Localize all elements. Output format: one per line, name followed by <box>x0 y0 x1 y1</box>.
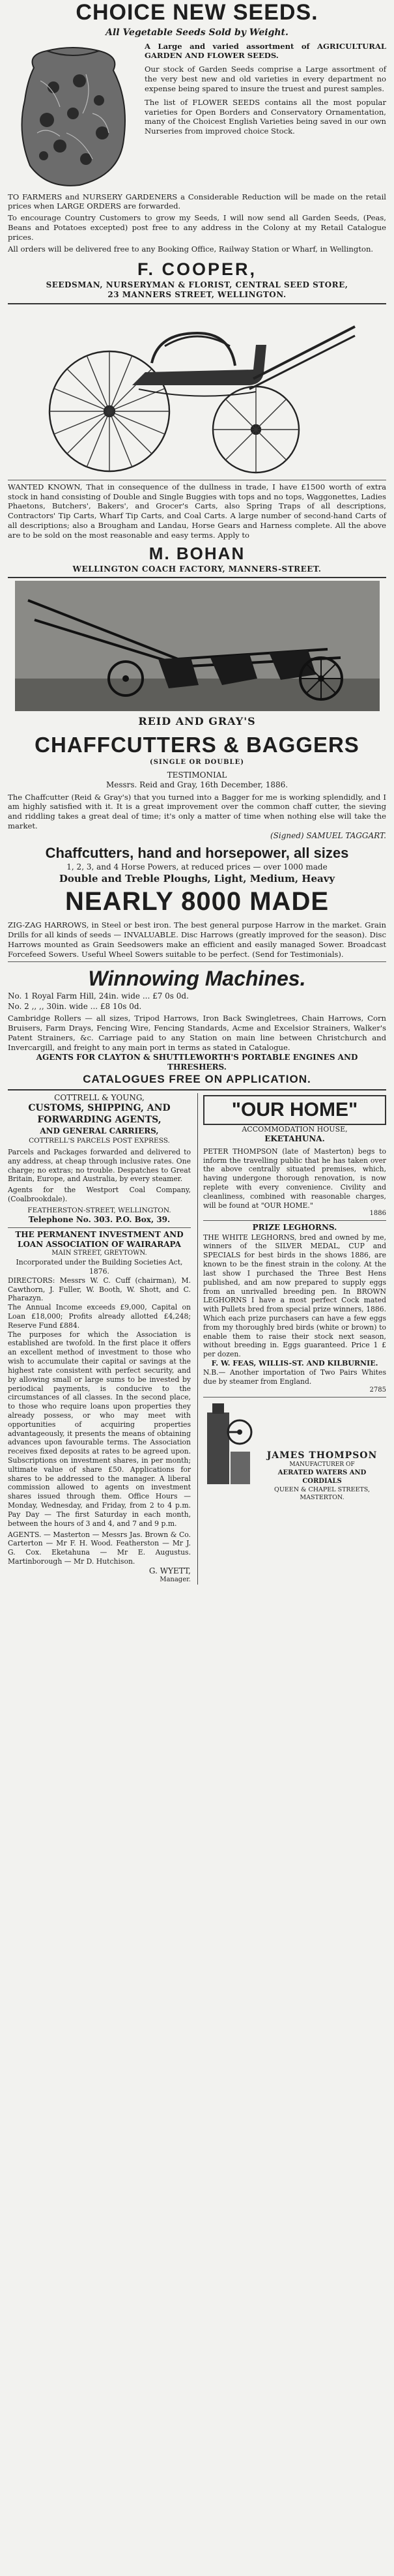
reid-winnow: Winnowing Machines. <box>88 966 306 990</box>
bohan-advert <box>8 307 386 575</box>
leghorns-note: N.B.— Another importation of Two Pairs Whites due by steamer from England. <box>203 1368 386 1386</box>
reid-catalogues: CATALOGUES FREE ON APPLICATION. <box>83 1073 311 1086</box>
cottrell-tel: Telephone No. 303. P.O. Box, 39. <box>28 1215 171 1225</box>
reid-testimonial: The Chaffcutter (Reid & Gray's) that you turned into a Bagger for me is working splendidly, and I am highly satisfied with it. It is a great improvement over the common chaff cutter, the sieving and riddling takes a great deal of time; it's only a matter of time when nothing else will take the market. <box>8 792 386 831</box>
seeds-headline: CHOICE NEW SEEDS. <box>76 0 318 25</box>
buggy-illustration <box>35 307 360 478</box>
ourhome-body: PETER THOMPSON (late of Masterton) begs to inform the travelling public that he has taken over the above centrally situated premises, which, having undergone thorough renovation, is now replete with every convenience. Civility and cleanliness, combined with reasonable charges, will be found at "OUR HOME." <box>203 1147 386 1210</box>
right-column <box>197 1093 386 1585</box>
cottrell-agents: Agents for the Westport Coal Company, (Coalbrookdale). <box>8 1186 191 1203</box>
ourhome-num: 1886 <box>369 1210 386 1218</box>
seeds-intro: A Large and varied assortment of AGRICULTURAL GARDEN AND FLOWER SEEDS. <box>145 41 386 61</box>
leghorns-body: THE WHITE LEGHORNS, bred and owned by me, winners of the SILVER MEDAL, CUP and SPECIALS for best birds in the shows 1886, are known to be the finest strain in the colony. At the last show I purchased the Three Best Hens published, and am now prepared to supply eggs from an unrivalled breeding pen. In BROWN LEGHORNS I have a most perfect Cock mated with Pullets bred from special prize winners, 1886. Which each prize purchasers can have a few eggs from my thoroughly bred birds (white or brown) to enable them to raise their stock next season, without breeding in. Eggs guaranteed. Price 1 £ per dozen. <box>203 1233 386 1359</box>
thompson-name: JAMES THOMPSON <box>266 1450 378 1461</box>
seeds-subline: All Vegetable Seeds Sold by Weight. <box>106 27 288 38</box>
divider <box>8 1089 386 1090</box>
divider <box>8 1227 191 1228</box>
seeds-para3: TO FARMERS and NURSERY GARDENERS a Considerable Reduction will be made on the retail prices when LARGE ORDERS are forwarded. <box>8 192 386 211</box>
leghorns-head: PRIZE LEGHORNS. <box>252 1223 337 1233</box>
seeds-merchant-address: 23 MANNERS STREET, WELLINGTON. <box>107 290 287 300</box>
reid-mill2: No. 2 ,, ,, 30in. wide ... £8 10s 0d. <box>8 1001 142 1011</box>
wairarapa-role: Manager. <box>160 1576 191 1584</box>
divider <box>203 1397 386 1398</box>
divider <box>8 577 386 578</box>
cottrell-title2: AND GENERAL CARRIERS, <box>40 1126 159 1136</box>
reid-gray-advert <box>8 581 386 1087</box>
seeds-para2: The list of FLOWER SEEDS contains all the most popular varieties for Open Borders and Conservatory Ornamentation, many of the Choicest English Varieties being saved in our own Nurseries from improved choice Stock. <box>145 97 386 136</box>
reid-horse-sub: 1, 2, 3, and 4 Horse Powers, at reduced prices — over 1000 made <box>66 862 328 872</box>
wairarapa-inc: Incorporated under the Building Societies Act, 1876. <box>16 1258 183 1276</box>
divider <box>203 1220 386 1221</box>
cottrell-title3: COTTRELL'S PARCELS POST EXPRESS. <box>29 1136 170 1145</box>
thompson-address: QUEEN & CHAPEL STREETS, MASTERTON. <box>274 1486 370 1501</box>
seed-sack-illustration <box>8 42 138 190</box>
reid-title: CHAFFCUTTERS & BAGGERS <box>35 732 359 757</box>
ourhome-title: "OUR HOME" <box>203 1095 386 1125</box>
seeds-para5: All orders will be delivered free to any Booking Office, Railway Station or Wharf, in Wellington. <box>8 244 374 254</box>
thompson-advert <box>203 1399 386 1502</box>
seeds-merchant-trade: SEEDSMAN, NURSERYMAN & FLORIST, CENTRAL SEED STORE, <box>46 280 348 290</box>
reid-testimonial-date: Messrs. Reid and Gray, 16th December, 1886. <box>106 780 288 790</box>
wairarapa-body: The purposes for which the Association is established are twofold. In the first place it offers an excellent method of investment to those who wish to accumulate their capital or savings at the highest rate consistent with perfect security, and by allowing small or large sums to be invested by periodical payments, is conducive to the circumstances of all classes. In the second place, to those who require loans upon properties they already possess, or who may meet with opportunities of acquiring properties advantageously, it presents the means of obtaining advances upon favourable terms. The Association receives fixed deposits at rates to be agreed upon. Subscriptions on investment shares, in per month; ultimate value of share £50. Applications for shares to be addressed to the manager. A liberal commission allowed to agents on investment shares issued through them. Office Hours — Monday, Wednesday, and Friday, from 2 to 4 p.m. Pay Day — The first Saturday in each month, between the hours of 3 and 4, and 7 and 9 p.m. <box>8 1330 191 1528</box>
divider <box>8 961 386 962</box>
reid-testimonial-head: TESTIMONIAL <box>167 770 227 780</box>
reid-firm: REID AND GRAY'S <box>138 715 256 728</box>
bohan-text: WANTED KNOWN, That in consequence of the dullness in trade, I have £1500 worth of extra stock in hand consisting of Double and Single Buggies with tops and no tops, Waggonettes, Ladies Phaetons, Butchers', Bakers', and Grocer's Carts, also Spring Traps of all descriptions, Contractors' Tip Carts, Wharf Tip Carts, and Coal Carts. A large number of second-hand Carts of all descriptions; also a Brougham and Landau, Horse Gears and Harness complete. All the above are to be sold on the most reasonable and easy terms. Apply to <box>8 482 386 540</box>
leghorns-num: 2785 <box>369 1386 386 1394</box>
ourhome-sub: ACCOMMODATION HOUSE, <box>242 1125 348 1134</box>
seeds-para4: To encourage Country Customers to grow my Seeds, I will now send all Garden Seeds, (Peas, Beans and Potatoes excepted) post free to any address in the Colony at my Retail Catalogue prices. <box>8 213 386 242</box>
wairarapa-directors: DIRECTORS: Messrs W. C. Cuff (chairman), M. Cawthorn, J. Fuller, W. Booth, W. Shott, and C. Pharazyn. <box>8 1276 191 1303</box>
reid-plough-head: Double and Treble Ploughs, Light, Medium, Heavy <box>59 872 335 885</box>
seeds-intro-column <box>145 42 386 190</box>
ourhome-place: EKETAHUNA. <box>264 1134 325 1144</box>
cottrell-body: Parcels and Packages forwarded and delivered to any address, at cheap through inclusive rates. One charge; no extras; no trouble. Despatches to Great Britain, Europe, and Australia, by every steamer. <box>8 1147 191 1184</box>
wairarapa-sub: MAIN STREET, GREYTOWN. <box>51 1250 147 1257</box>
plough-illustration <box>15 581 380 711</box>
reid-signed: (Signed) SAMUEL TAGGART. <box>270 830 386 840</box>
reid-agents: AGENTS FOR CLAYTON & SHUTTLEWORTH'S PORTABLE ENGINES AND THRESHERS. <box>36 1052 358 1072</box>
reid-harrows: ZIG-ZAG HARROWS, in Steel or best iron. The best general purpose Harrow in the market. Grain Drills for all kinds of seeds — INVALUABLE. Disc Harrows (greatly improved for the season). Disc Harrows mounted as Grain Seedsowers make an efficient and easily managed Sower. Broadcast Forcefeed Sowers. Useful Wheel Sowers suitable to be perfect. (Send for Testimonials). <box>8 920 386 959</box>
bohan-address: WELLINGTON COACH FACTORY, MANNERS-STREET. <box>72 564 322 574</box>
thompson-trade1: MANUFACTURER OF <box>289 1461 355 1469</box>
bohan-name: M. BOHAN <box>148 543 246 563</box>
reid-horse-head: Chaffcutters, hand and horsepower, all sizes <box>45 845 349 862</box>
seeds-advert <box>8 0 386 300</box>
reid-implements: Cambridge Rollers — all sizes, Tripod Harrows, Iron Back Swingletrees, Chain Harrows, Corn Bruisers, Farm Drays, Fencing Wire, Fencing Standards, Acme and Excelsior Strainers, Walker's Patent Strainers, &c. Carriage paid to any Station on main line between Christchurch and Invercargill, and freight to any main port in terms as stated in Catalogue. <box>8 1014 386 1052</box>
reid-big: NEARLY 8000 MADE <box>64 887 330 916</box>
wairarapa-sign: G. WYETT, <box>148 1566 191 1575</box>
seeds-para1: Our stock of Garden Seeds comprise a Large assortment of the very best new and old varieties in every department no expense being spared to insure the truest and purest samples. <box>145 65 386 93</box>
thompson-trade2: AERATED WATERS AND CORDIALS <box>277 1469 367 1485</box>
left-column <box>8 1093 191 1585</box>
divider <box>8 303 386 304</box>
seeds-merchant-name: F. COOPER, <box>137 259 257 279</box>
cottrell-title1: CUSTOMS, SHIPPING, AND FORWARDING AGENTS, <box>28 1103 171 1126</box>
machine-illustration <box>203 1399 254 1491</box>
wairarapa-income: The Annual Income exceeds £9,000, Capital on Loan £18,000; Profits already allotted £4,248; Reserve Fund £884. <box>8 1303 191 1330</box>
classified-columns <box>8 1093 386 1585</box>
leghorns-name: F. W. FEAS, WILLIS-ST. AND KILBURNIE. <box>211 1359 378 1368</box>
reid-mill1: No. 1 Royal Farm Hill, 24in. wide ... £7 0s 0d. <box>8 991 189 1001</box>
cottrell-address: FEATHERSTON-STREET, WELLINGTON. <box>27 1206 171 1214</box>
wairarapa-agents: AGENTS. — Masterton — Messrs Jas. Brown & Co. Carterton — Mr F. H. Wood. Featherston — Mr J. G. Cox. Eketahuna — Mr E. Augustus. Martinborough — Mr D. Hutchison. <box>8 1530 191 1566</box>
reid-note: (SINGLE OR DOUBLE) <box>150 759 244 767</box>
wairarapa-head: THE PERMANENT INVESTMENT AND LOAN ASSOCIATION OF WAIRARAPA <box>15 1229 184 1249</box>
cottrell-head: COTTRELL & YOUNG, <box>54 1092 145 1102</box>
